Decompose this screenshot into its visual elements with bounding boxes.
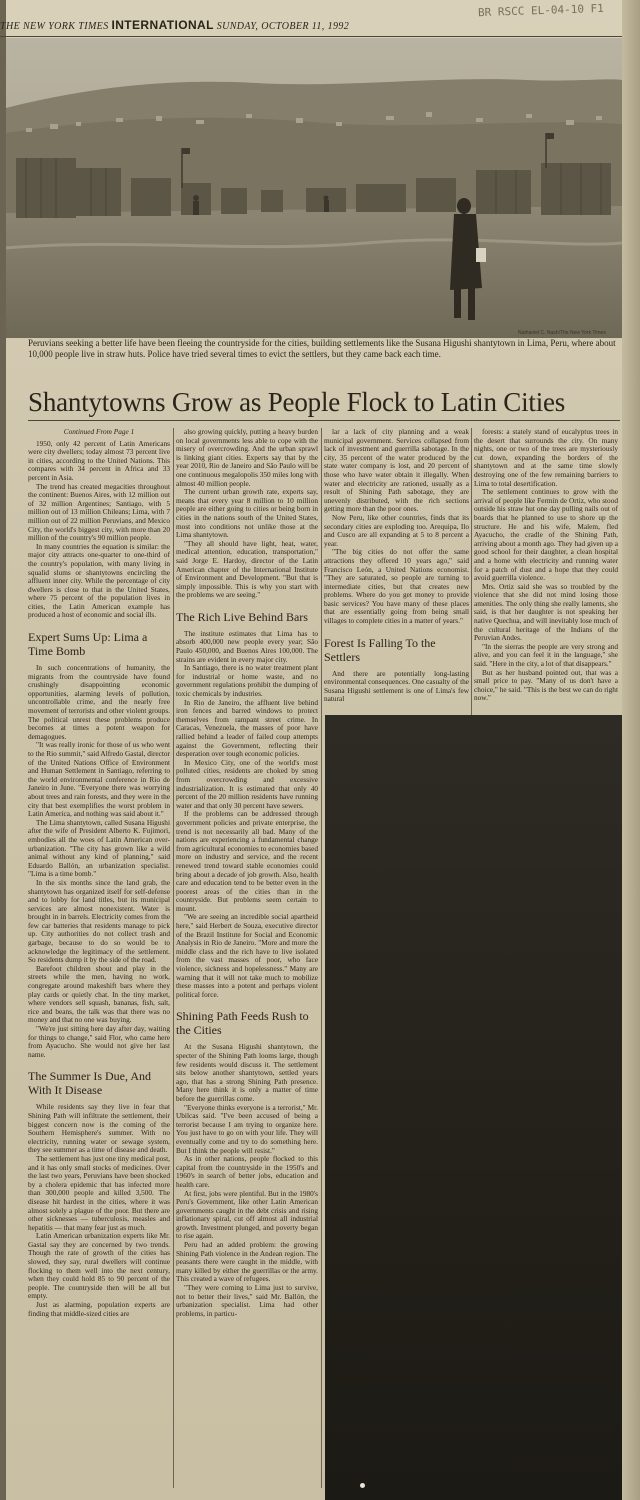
paragraph: "The big cities do not offer the same attractions they offered 10 years ago," said Francisco León, a United Nations economist. "They are saturated, so people are turning to intermediate cities, but that creates new problems. Where do you get money to provide basic services? You have many of these places that are essentially going from being small villages to complete cities in a matter of years." xyxy=(324,547,469,626)
paragraph: In the six months since the land grab, the shantytown has organized itself for self-defense and to lobby for land titles, but its municipal services are almost nonexistent. Water is brought in in barrels. Electricity comes from the few car batteries that residents manage to pick up. City authorities do not collect trash and garbage, because to do so would be to acknowledge the legitimacy of the settlement. So residents dump it by the side of the road. xyxy=(28,877,170,965)
paragraph: While residents say they live in fear that Shining Path will infiltrate the settlement, their biggest concern now is the coming of the Southern Hemisphere's summer. With no electricity, running water or sewage system, they see summer as a time of disease and death. xyxy=(28,1102,170,1155)
paragraph: forests: a stately stand of eucalyptus trees in the desert that surrounds the city. On many nights, one or two of the trees are mysteriously cut down, expanding the borders of the shantytown and at the same time slowly destroying one of the few remaining barriers to Lima to total desertification. xyxy=(474,428,618,488)
paragraph: If the problems can be addressed through government policies and private enterprise, the trend is not necessarily all bad. Many of the nations are experiencing a fundamental change from agricultural economies to economies based more on industry and service, and the recent renewed trend toward stable economies could bring about a decade of job growth. Also, health care and education tend to be better even in the poorest areas of the cities than in the countryside. But problems seem certain to mount. xyxy=(176,809,318,913)
paragraph: "Everyone thinks everyone is a terrorist," Mr. Ubilcas said. "I've been accused of being a terrorist because I am trying to organize here. You just have to go on with your life. They will eventually come and try to do something here. But I think the people will resist." xyxy=(176,1102,318,1155)
article-column-1 xyxy=(28,428,170,1488)
paragraph: Latin American urbanization experts like Mr. Gastal say they are concerned by two trends. Though the rate of growth of the cities has slowed, they say, rural dwellers will continue flocking to them well into the next century, when they could hold 85 to 90 percent of the people. The countryside then will be all but empty. xyxy=(28,1231,170,1301)
paragraph: In Mexico City, one of the world's most polluted cities, residents are choked by smog from overcrowding and excessive industrialization. It is estimated that only 40 percent of the 20 million residents have running water and that only 30 percent have sewers. xyxy=(176,757,318,810)
publication-date: SUNDAY, OCTOBER 11, 1992 xyxy=(216,21,350,32)
column-divider xyxy=(471,428,472,716)
paragraph: At the Susana Higushi shantytown, the specter of the Shining Path looms large, though few residents would discuss it. The settlement sits below another shantytown, settled years ago, that has a strong Shining Path presence. Many here think it is only a matter of time before the guerrillas come. xyxy=(176,1042,318,1103)
handwritten-note: BR RSCC EL-04-10 F1 xyxy=(477,1,605,20)
scan-right-edge xyxy=(622,0,640,1500)
subhead: The Rich Live Behind Bars xyxy=(176,609,308,624)
paragraph: The institute estimates that Lima has to absorb 400,000 new people every year; São Paulo 450,000, and Buenos Aires 100,000. The strains are evident in every major city. xyxy=(176,628,318,664)
page-header xyxy=(0,18,620,34)
paragraph: In many countries the equation is similar: the major city attracts one-quarter to one-third of the country's population, with many living in squalid slums or shantytowns encircling the affluent inner city. While the percentage of city dwellers is close to that in the United States, where 75 percent of the population lives in cities, the Latin American example has produced a host of economic and social ills. xyxy=(28,541,170,620)
paragraph: Mrs. Ortiz said she was so troubled by the violence that she did not mind losing those amenities. The only thing she really laments, she said, is that her daughter is not speaking her native Quechua, and will inevitably lose much of the cultural heritage of the Indians of the Peruvian Andes. xyxy=(474,581,618,643)
paragraph: Just as alarming, population experts are finding that middle-sized cities are xyxy=(28,1300,170,1318)
paragraph: Peru had an added problem: the growing Shining Path violence in the Andean region. The peasants there were caught in the middle, with many killed by either the guerrillas or the army. This created a wave of refugees. xyxy=(176,1240,318,1284)
paragraph: But as her husband pointed out, that was a small price to pay. "Many of us don't have a choice," he said. "This is the best we can do right now." xyxy=(474,667,618,703)
paragraph: At first, jobs were plentiful. But in the 1980's Peru's Government, like other Latin American governments caught in the debt crisis and rising inflationary spiral, cut off almost all industrial growth. Investment plunged, and poverty began to rise again. xyxy=(176,1188,318,1241)
paragraph: In such concentrations of humanity, the migrants from the countryside have found crushingly disappointing economic opportunities, alarming levels of pollution, uncontrollable crime, and the nearly free movement of terrorists and other violent groups. The political unrest these problems produce becomes at times a potent weapon for demagogues. xyxy=(28,663,170,741)
paragraph: 1950, only 42 percent of Latin Americans were city dwellers; today almost 73 percent live in cities, according to the United Nations. This compares with 34 percent in Africa and 33 percent in Asia. xyxy=(28,438,170,482)
paragraph: "We're just sitting here day after day, waiting for things to change," said Flor, who came here from Ayacucho. She would not give her last name. xyxy=(28,1024,170,1059)
section-name: INTERNATIONAL xyxy=(111,18,214,32)
paragraph: "In the sierras the people are very strong and alive, and you can feel it in the language," she said. "Here in the city, a lot of that disappears." xyxy=(474,641,618,669)
paragraph: "We are seeing an incredible social apartheid here," said Herbert de Souza, executive director of the Brazil Institute for Social and Economic Analysis in Rio de Janeiro. "More and more the middle class and the rich have to live isolated from the vast masses of poor, who face violence, sickness and hopelessness." Many are warning that it will not take much to mobilize these masses into a potent and perhaps violent political force. xyxy=(176,912,318,999)
article-column-3 xyxy=(324,428,469,718)
publication-name: THE NEW YORK TIMES xyxy=(0,21,109,32)
article-column-4 xyxy=(474,428,618,718)
subhead: Expert Sums Up: Lima a Time Bomb xyxy=(28,630,148,659)
headline-rule xyxy=(28,420,620,421)
paragraph: As in other nations, people flocked to this capital from the countryside in the 1950's and 1960's in search of better jobs, education and health care. xyxy=(176,1154,318,1189)
paragraph: "They were coming to Lima just to survive, not to better their lives," said Mr. Ballón, the urbanization specialist. Lima had other problems, in particu- xyxy=(176,1283,318,1318)
subhead: Forest Is Falling To the Settlers xyxy=(324,635,436,664)
header-rule xyxy=(0,36,622,37)
paragraph: The settlement has just one tiny medical post, and it has only small stocks of medicines. Over the last two years, Peruvians have been shocked by a cholera epidemic that has infected more than 300,000 people and killed 3,500. The disease hit hardest in the cities, where it was almost solely a plague of the poor. But there are other sicknesses — tuberculosis, measles and hepatitis — that many fear just as much. xyxy=(28,1153,170,1232)
shantytown-photo xyxy=(6,38,622,338)
scan-dot xyxy=(360,1483,365,1488)
paragraph: also growing quickly, putting a heavy burden on local governments less able to cope with the misery of overcrowding. And the urban sprawl is linking giant cities. Experts say that by the year 2010, Rio de Janeiro and São Paulo will be one continuous megalopolis 350 miles long with almost 40 million people. xyxy=(176,428,318,488)
paragraph: The current urban growth rate, experts say, means that every year 8 million to 10 million people are either going to cities or being born in cities in the nations south of the United States, most into conditions not unlike those at the Lima shantytown. xyxy=(176,487,318,540)
column-divider xyxy=(321,428,322,1488)
paragraph: "They all should have light, heat, water, medical attention, education, transportation," said Jorge E. Hardoy, director of the Latin American chapter of the International Institute of Environment and Development. "But that is simply impossible. This is why you start with the problems we are seeing." xyxy=(176,538,318,600)
article-column-2 xyxy=(176,428,318,1488)
photo-caption: Peruvians seeking a better life have been fleeing the countryside for the cities, building settlements like the Susana Higushi shantytown in Lima, Peru, where about 10,000 people live in straw huts. Police have tried several times to evict the settlers, but they came back each time. xyxy=(28,338,616,359)
paragraph: In Santiago, there is no water treatment plant for industrial or home waste, and no government regulations prohibit the dumping of toxic chemicals by industries. xyxy=(176,663,318,699)
paragraph: The Lima shantytown, called Susana Higushi after the wife of President Alberto K. Fujimori, embodies all the woes of Latin American over-urbanization. "The city has grown like a wild animal without any kind of planning," said Eduardo Ballón, an urbanization specialist. "Lima is a time bomb." xyxy=(28,817,170,879)
column-divider xyxy=(173,428,174,1488)
dark-scan-background xyxy=(325,715,622,1500)
paragraph: The trend has created megacities throughout the continent: Buenos Aires, with 12 million out of 32 million Argentines; Santiago, with 5 million out of 13 million Chileans; Lima, with 7 million out of 22 million Peruvians, and Mexico City, the world's biggest city, with more than 20 million of the country's 90 million people. xyxy=(28,481,170,543)
paragraph: And there are potentially long-lasting environmental consequences. One casualty of the Susana Higushi settlement is one of Lima's few natural xyxy=(324,668,469,704)
paragraph: In Rio de Janeiro, the affluent live behind iron fences and barred windows to protect themselves from rampant street crime. In Caracas, Venezuela, the masses of poor have rallied behind a leader of failed coup attempts against the Government, reflecting their desperation over tough economic policies. xyxy=(176,697,318,759)
subhead: Shining Path Feeds Rush to the Cities xyxy=(176,1009,309,1038)
continued-line: Continued From Page 1 xyxy=(63,428,135,436)
subhead: The Summer Is Due, And With It Disease xyxy=(28,1069,151,1098)
paragraph: The settlement continues to grow with the arrival of people like Fermín de Ortiz, who stood outside his straw hut one day pulling nails out of boards that he planned to use to shore up the structure. He and his wife, Malem, fled Ayacucho, the cradle of the Shining Path, arriving about a month ago. They had given up a good school for their daughter, a clean hospital and a home with electricity and running water for a patch of dust and a hope that they could avoid guerrilla violence. xyxy=(474,487,618,583)
paragraph: "It was really ironic for those of us who went to the Rio summit," said Alfredo Gastal, director of the United Nations Office of Environment and Human Settlement in Santiago, referring to the world environmental conference in Rio de Janeiro in June. "Everyone there was worrying about trees and rain forests, and they were in the city that best exemplifies the worst problem in Latin America, and nothing was said about it." xyxy=(28,740,170,819)
paragraph: Now Peru, like other countries, finds that its secondary cities are exploding too. Arequipa, Ilo and Cusco are all expanding at 5 to 8 percent a year. xyxy=(324,512,469,548)
photo-credit: Nathaniel C. Nash/The New York Times xyxy=(518,330,606,336)
article-headline: Shantytowns Grow as People Flock to Latin Cities xyxy=(28,387,566,417)
paragraph: Barefoot children shout and play in the streets while the men, having no work, congregate around makeshift bars where they play cards or quietly chat. In the tiny market, where vendors sell squash, bananas, fish, salt, rice and beans, the talk was that there was no money and that no one was buying. xyxy=(28,963,170,1025)
paragraph: lar a lack of city planning and a weak municipal government. Services collapsed from lack of investment and guerrilla sabotage. In the city, 35 percent of the water produced by the state water company is lost, and 20 percent of those who have water obtain it illegally. When water and electricity are rationed, usually as a result of Shining Path sabotage, they are unevenly distributed, with the rich sections getting more than the poor ones. xyxy=(324,428,469,514)
